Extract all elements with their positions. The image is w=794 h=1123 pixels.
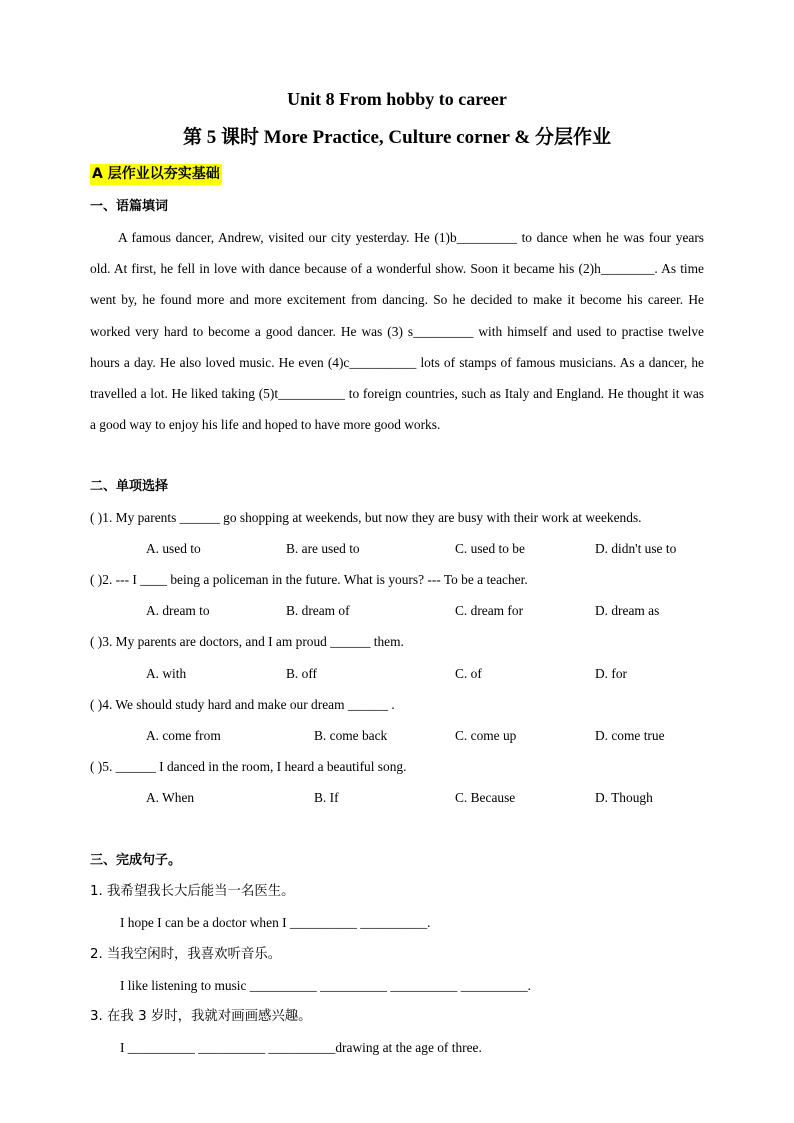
q3-option-a: A. with — [146, 666, 187, 681]
q2-option-a: A. dream to — [146, 603, 210, 618]
section2-heading: 二、单项选择 — [90, 479, 169, 494]
q3-option-b: B. off — [286, 666, 317, 681]
question-5: ( )5. ______ I danced in the room, I heard a beautiful song. — [90, 759, 407, 774]
level-a-highlight: A 层作业以夯实基础 — [90, 164, 222, 185]
section1-heading: 一、语篇填词 — [90, 199, 169, 214]
sentence-1-chinese: 1. 我希望我长大后能当一名医生。 — [90, 884, 295, 899]
sentence-1-english: I hope I can be a doctor when I __________ __________. — [120, 915, 431, 930]
q5-option-c: C. Because — [455, 790, 516, 805]
q4-option-b: B. come back — [314, 728, 388, 743]
q2-option-d: D. dream as — [595, 603, 660, 618]
q1-option-c: C. used to be — [455, 541, 525, 556]
q3-option-d: D. for — [595, 666, 627, 681]
q3-option-c: C. of — [455, 666, 482, 681]
q5-option-a: A. When — [146, 790, 195, 805]
question-2: ( )2. --- I ____ being a policeman in the future. What is yours? --- To be a teacher. — [90, 572, 528, 587]
q2-option-c: C. dream for — [455, 603, 524, 618]
q4-option-d: D. come true — [595, 728, 665, 743]
sentence-2-chinese: 2. 当我空闲时，我喜欢听音乐。 — [90, 947, 282, 962]
question-4: ( )4. We should study hard and make our dream ______ . — [90, 697, 395, 712]
q2-option-b: B. dream of — [286, 603, 350, 618]
sentence-2-english: I like listening to music __________ __________ __________ __________. — [120, 978, 532, 993]
q5-option-b: B. If — [314, 790, 339, 805]
q1-option-d: D. didn't use to — [595, 541, 677, 556]
q4-option-a: A. come from — [146, 728, 221, 743]
q1-option-a: A. used to — [146, 541, 201, 556]
sentence-3-chinese: 3. 在我 3 岁时，我就对画画感兴趣。 — [90, 1009, 312, 1024]
question-3: ( )3. My parents are doctors, and I am proud ______ them. — [90, 634, 404, 649]
q1-option-b: B. are used to — [286, 541, 360, 556]
lesson-subtitle: 第 5 课时 More Practice, Culture corner & 分层作业 — [183, 127, 611, 148]
sentence-3-english: I __________ __________ __________drawing at the age of three. — [120, 1040, 482, 1055]
q4-option-c: C. come up — [455, 728, 517, 743]
page-title: Unit 8 From hobby to career — [287, 89, 507, 109]
question-1: ( )1. My parents ______ go shopping at weekends, but now they are busy with their work at weekends. — [90, 510, 642, 525]
q5-option-d: D. Though — [595, 790, 653, 805]
section3-heading: 三、完成句子。 — [90, 853, 182, 868]
cloze-passage: A famous dancer, Andrew, visited our city yesterday. He (1)b_________ to dance when he was four years old. At first, he fell in love with dance because of a wonderful show. Soon it became his (2)h________. As time went by, he found more and more excitement from dancing. So he decided to make it become his career. He worked very hard to become a good dancer. He was (3) s_________ with himself and used to practise twelve hours a day. He also loved music. He even (4)c__________ lots of stamps of famous musicians. As a dancer, he travelled a lot. He liked taking (5)t__________ to foreign countries, such as Italy and England. He thought it was a good way to enjoy his life and hoped to have more good works. — [90, 230, 704, 433]
